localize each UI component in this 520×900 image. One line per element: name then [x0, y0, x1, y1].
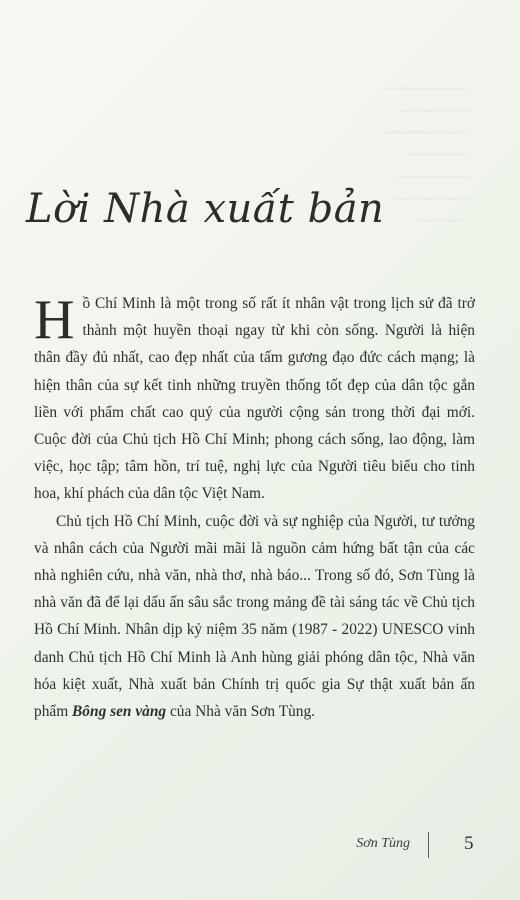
page-title: Lời Nhà xuất bản — [26, 186, 385, 232]
paragraph-2 — [34, 508, 475, 726]
paragraph-2-text-before: Chủ tịch Hồ Chí Minh, cuộc đời và sự nghiệp của Người, tư tưởng và nhân cách của Người mãi mãi là nguồn cảm hứng bất tận của các nhà nghiên cứu, nhà văn, nhà thơ, nhà báo... Trong số đó, Sơn Tùng là nhà văn đã để lại dấu ấn sâu sắc trong mảng đề tài sáng tác về Chủ tịch Hồ Chí Minh. Nhân dịp kỷ niệm 35 năm (1987 - 2022) UNESCO vinh danh Chủ tịch Hồ Chí Minh là Anh hùng giải phóng dân tộc, Nhà văn hóa kiệt xuất, Nhà xuất bản Chính trị quốc gia Sự thật xuất bản ấn phẩm — [34, 512, 475, 721]
running-footer-author: Sơn Tùng — [356, 836, 410, 851]
body-text — [34, 290, 475, 725]
paragraph-1-text: ồ Chí Minh là một trong số rất ít nhân vật trong lịch sử đã trở thành một huyền thoại ngay từ khi còn sống. Người là hiện thân đầy đủ nhất, cao đẹp nhất của tấm gương đạo đức cách mạng; là hiện thân của sự kết tinh những truyền thống tốt đẹp của dân tộc gắn liền với phẩm chất cao quý của người cộng sản trong thời đại mới. Cuộc đời của Chủ tịch Hồ Chí Minh; phong cách sống, lao động, làm việc, học tập; tâm hồn, trí tuệ, nghị lực của Người tiêu biểu cho tinh hoa, khí phách của dân tộc Việt Nam. — [34, 295, 475, 503]
drop-cap: H — [34, 289, 75, 351]
page-number: 5 — [464, 833, 474, 854]
book-title-emphasis: Bông sen vàng — [72, 703, 167, 721]
show-through-text: ~~~~~~~~~~~~~~ ~~~~~~~~~~~~ ~~~~~~~~~~~~~~ ~~~~~~~~~~ ~~~~~~~~~~~~ ~~~~~~~~~~~~~ ~~~~~~~~~ — [384, 83, 468, 227]
footer-divider — [428, 832, 429, 858]
paragraph-2-text-after: của Nhà văn Sơn Tùng. — [166, 703, 316, 721]
page-footer — [0, 830, 520, 860]
paragraph-1 — [34, 290, 475, 508]
